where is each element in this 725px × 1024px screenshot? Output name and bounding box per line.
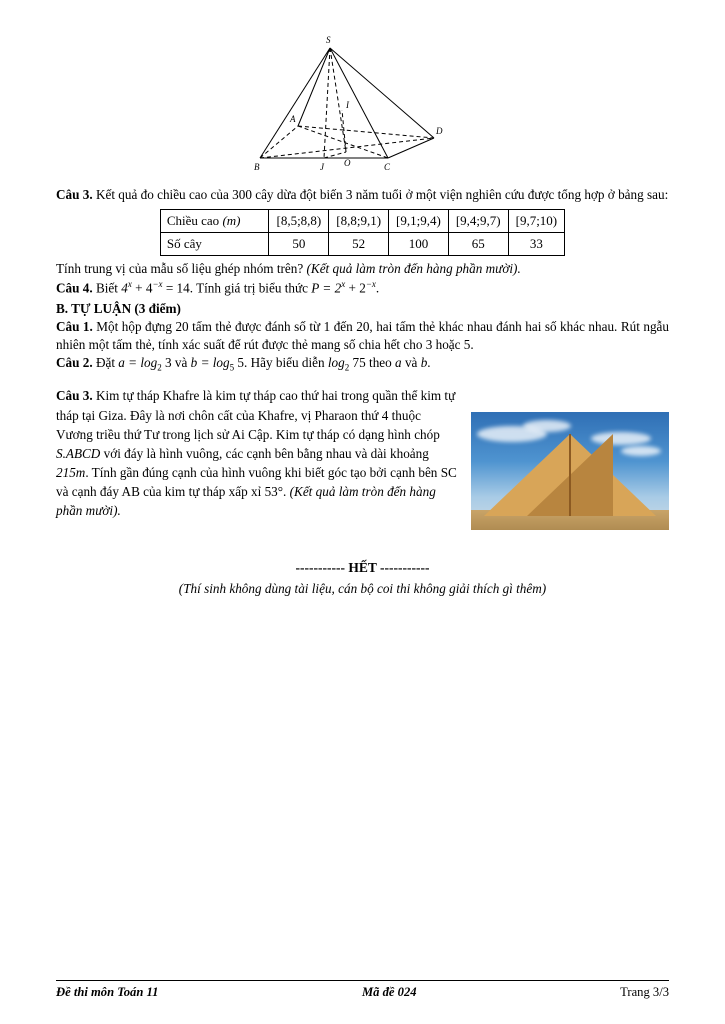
- bq2-text-theo: theo: [365, 354, 396, 370]
- q4-text-end: .: [375, 280, 380, 296]
- q4-expr2-plus: + 2: [345, 280, 366, 296]
- q3-label: Câu 3.: [56, 187, 93, 202]
- q4-expr1: 4: [121, 280, 128, 296]
- bq1-label: Câu 1.: [56, 319, 93, 335]
- q4-expr1-eq: = 14: [162, 280, 190, 296]
- figure-label-C: C: [383, 162, 390, 172]
- q4-expr2: P = 2: [311, 280, 342, 296]
- col-header-2: [9,1;9,4): [389, 210, 449, 233]
- bq2-expr-a: a = log: [118, 354, 158, 370]
- footer-left: Đề thi môn Toán 11: [56, 985, 159, 999]
- section-b-title: B. TỰ LUẬN (3 điểm): [56, 300, 181, 316]
- count-0: 50: [269, 233, 329, 256]
- end-note: (Thí sinh không dùng tài liệu, cán bộ coi thi không giải thích gì thêm): [178, 581, 547, 597]
- bq2-expr-a-arg: 3: [161, 354, 172, 370]
- bq3-text: Kim tự tháp Khafre là kim tự tháp cao thứ hai trong quần thể kim tự tháp tại Giza. Đây là nơi chôn cất của Khafre, vị Pharaon thứ 4 thuộc Vương triều thứ Tư trong lịch sử Ai Cập. Kim tự tháp có dạng hình chóp: [56, 388, 456, 442]
- pyramid-photo: [471, 412, 669, 530]
- bq3-shape: S.ABCD: [56, 445, 101, 461]
- figure-label-S: S: [325, 35, 330, 45]
- section-b-question-2: [56, 354, 669, 375]
- row-header-unit: (m): [222, 213, 241, 229]
- bq3-text4: .: [283, 484, 290, 500]
- q4-expr1-sup: x: [127, 278, 132, 289]
- stats-table: [160, 209, 565, 256]
- q4-expr2-sup2: −x: [365, 278, 376, 289]
- count-2: 100: [389, 233, 449, 256]
- bq3-note: (Kết quả làm tròn đến hàng phần mười).: [56, 484, 436, 519]
- bq3-length: 215m: [56, 465, 86, 480]
- footer-exam-code: Mã đề 024: [361, 985, 417, 999]
- pyramid-svg: [238, 30, 488, 180]
- count-4: 33: [508, 233, 565, 256]
- q4-expr1-sup2: −x: [152, 278, 163, 289]
- row-header-count: Số cây: [160, 233, 269, 256]
- bq3-angle: 53°: [264, 484, 284, 500]
- bq2-expr-b: b = log: [190, 354, 230, 370]
- bq2-label: Câu 2.: [56, 354, 93, 370]
- bq2-text-before: Đặt: [92, 354, 119, 370]
- bq3-text-column: [56, 386, 457, 520]
- q4-text-mid: . Tính giá trị biểu thức: [189, 280, 312, 296]
- row-header-height-label: Chiều cao: [166, 213, 220, 229]
- q3-followup-text: Tính trung vị của mẫu số liệu ghép nhóm trên?: [56, 261, 307, 277]
- col-header-0: [8,5;8,8): [269, 210, 329, 233]
- q3-text: Kết quả đo chiều cao của 300 cây dừa đột biến 3 năm tuổi ở một viện nghiên cứu được tổng hợp ở bảng sau:: [92, 187, 669, 202]
- stats-table-wrap: [56, 209, 669, 256]
- figure-label-I: I: [345, 100, 349, 110]
- footer-page-number: Trang 3/3: [620, 985, 669, 999]
- bq2-var-b: b: [420, 354, 428, 370]
- table-row: [160, 210, 564, 233]
- bq2-text-and: và: [171, 354, 191, 370]
- q4-text-before: Biết: [92, 280, 122, 296]
- section-b-question-3: [56, 386, 669, 530]
- bq2-expr-c-arg: 75: [349, 354, 366, 370]
- bq2-text-end: .: [427, 354, 431, 370]
- bq2-expr-c-sub: 2: [344, 362, 350, 373]
- q4-label: Câu 4.: [56, 280, 93, 296]
- bq2-text-mid: . Hãy biểu diễn: [244, 354, 328, 370]
- col-header-3: [9,4;9,7): [448, 210, 508, 233]
- q4-expr2-sup: x: [341, 278, 346, 289]
- count-1: 52: [329, 233, 389, 256]
- figure-label-O: O: [343, 158, 350, 168]
- section-b-heading: [56, 300, 669, 317]
- bq1-text: Một hộp đựng 20 tấm thẻ được đánh số từ 1 đến 20, hai tấm thẻ khác nhau đánh hai số khác nhau. Rút ngẫu nhiên một tấm thẻ, tính xác suất để rút được thẻ mang số chia hết cho 3 hoặc 5.: [56, 319, 669, 352]
- q3-followup-note: (Kết quả làm tròn đến hàng phần mười).: [306, 261, 521, 277]
- col-header-1: [8,8;9,1): [329, 210, 389, 233]
- row-header-height: [160, 210, 269, 233]
- bq3-text2: với đáy là hình vuông, các cạnh bên bằng nhau và dài khoảng: [100, 445, 429, 461]
- bq2-expr-b-arg: 5: [234, 354, 245, 370]
- figure-label-D: D: [435, 126, 442, 136]
- table-row: [160, 233, 564, 256]
- figure-label-A: A: [289, 114, 295, 124]
- bq3-label: Câu 3.: [56, 388, 93, 404]
- bq2-expr-b-sub: 5: [229, 362, 235, 373]
- q4-expr1-plus: + 4: [131, 280, 153, 296]
- count-3: 65: [448, 233, 508, 256]
- question-3-stats: [56, 186, 669, 203]
- geometry-figure: [56, 30, 669, 180]
- bq2-text-va: và: [401, 354, 421, 370]
- bq2-expr-c: log: [327, 354, 345, 370]
- question-4: [56, 279, 669, 297]
- figure-label-B: B: [253, 162, 259, 172]
- end-marker: ----------- HẾT -----------: [295, 560, 430, 576]
- photo-pyramid-edge: [569, 434, 571, 516]
- q3-followup: [56, 260, 669, 277]
- figure-label-J: J: [319, 162, 324, 172]
- page-footer: [56, 980, 669, 1000]
- bq3-text3: . Tính gần đúng cạnh của hình vuông khi biết góc tạo bởi cạnh bên SC và cạnh đáy AB của kim tự tháp xấp xỉ: [56, 465, 457, 500]
- section-b-question-1: [56, 318, 669, 353]
- bq2-expr-a-sub: 2: [157, 362, 162, 373]
- bq2-var-a: a: [395, 354, 402, 370]
- col-header-4: [9,7;10): [508, 210, 565, 233]
